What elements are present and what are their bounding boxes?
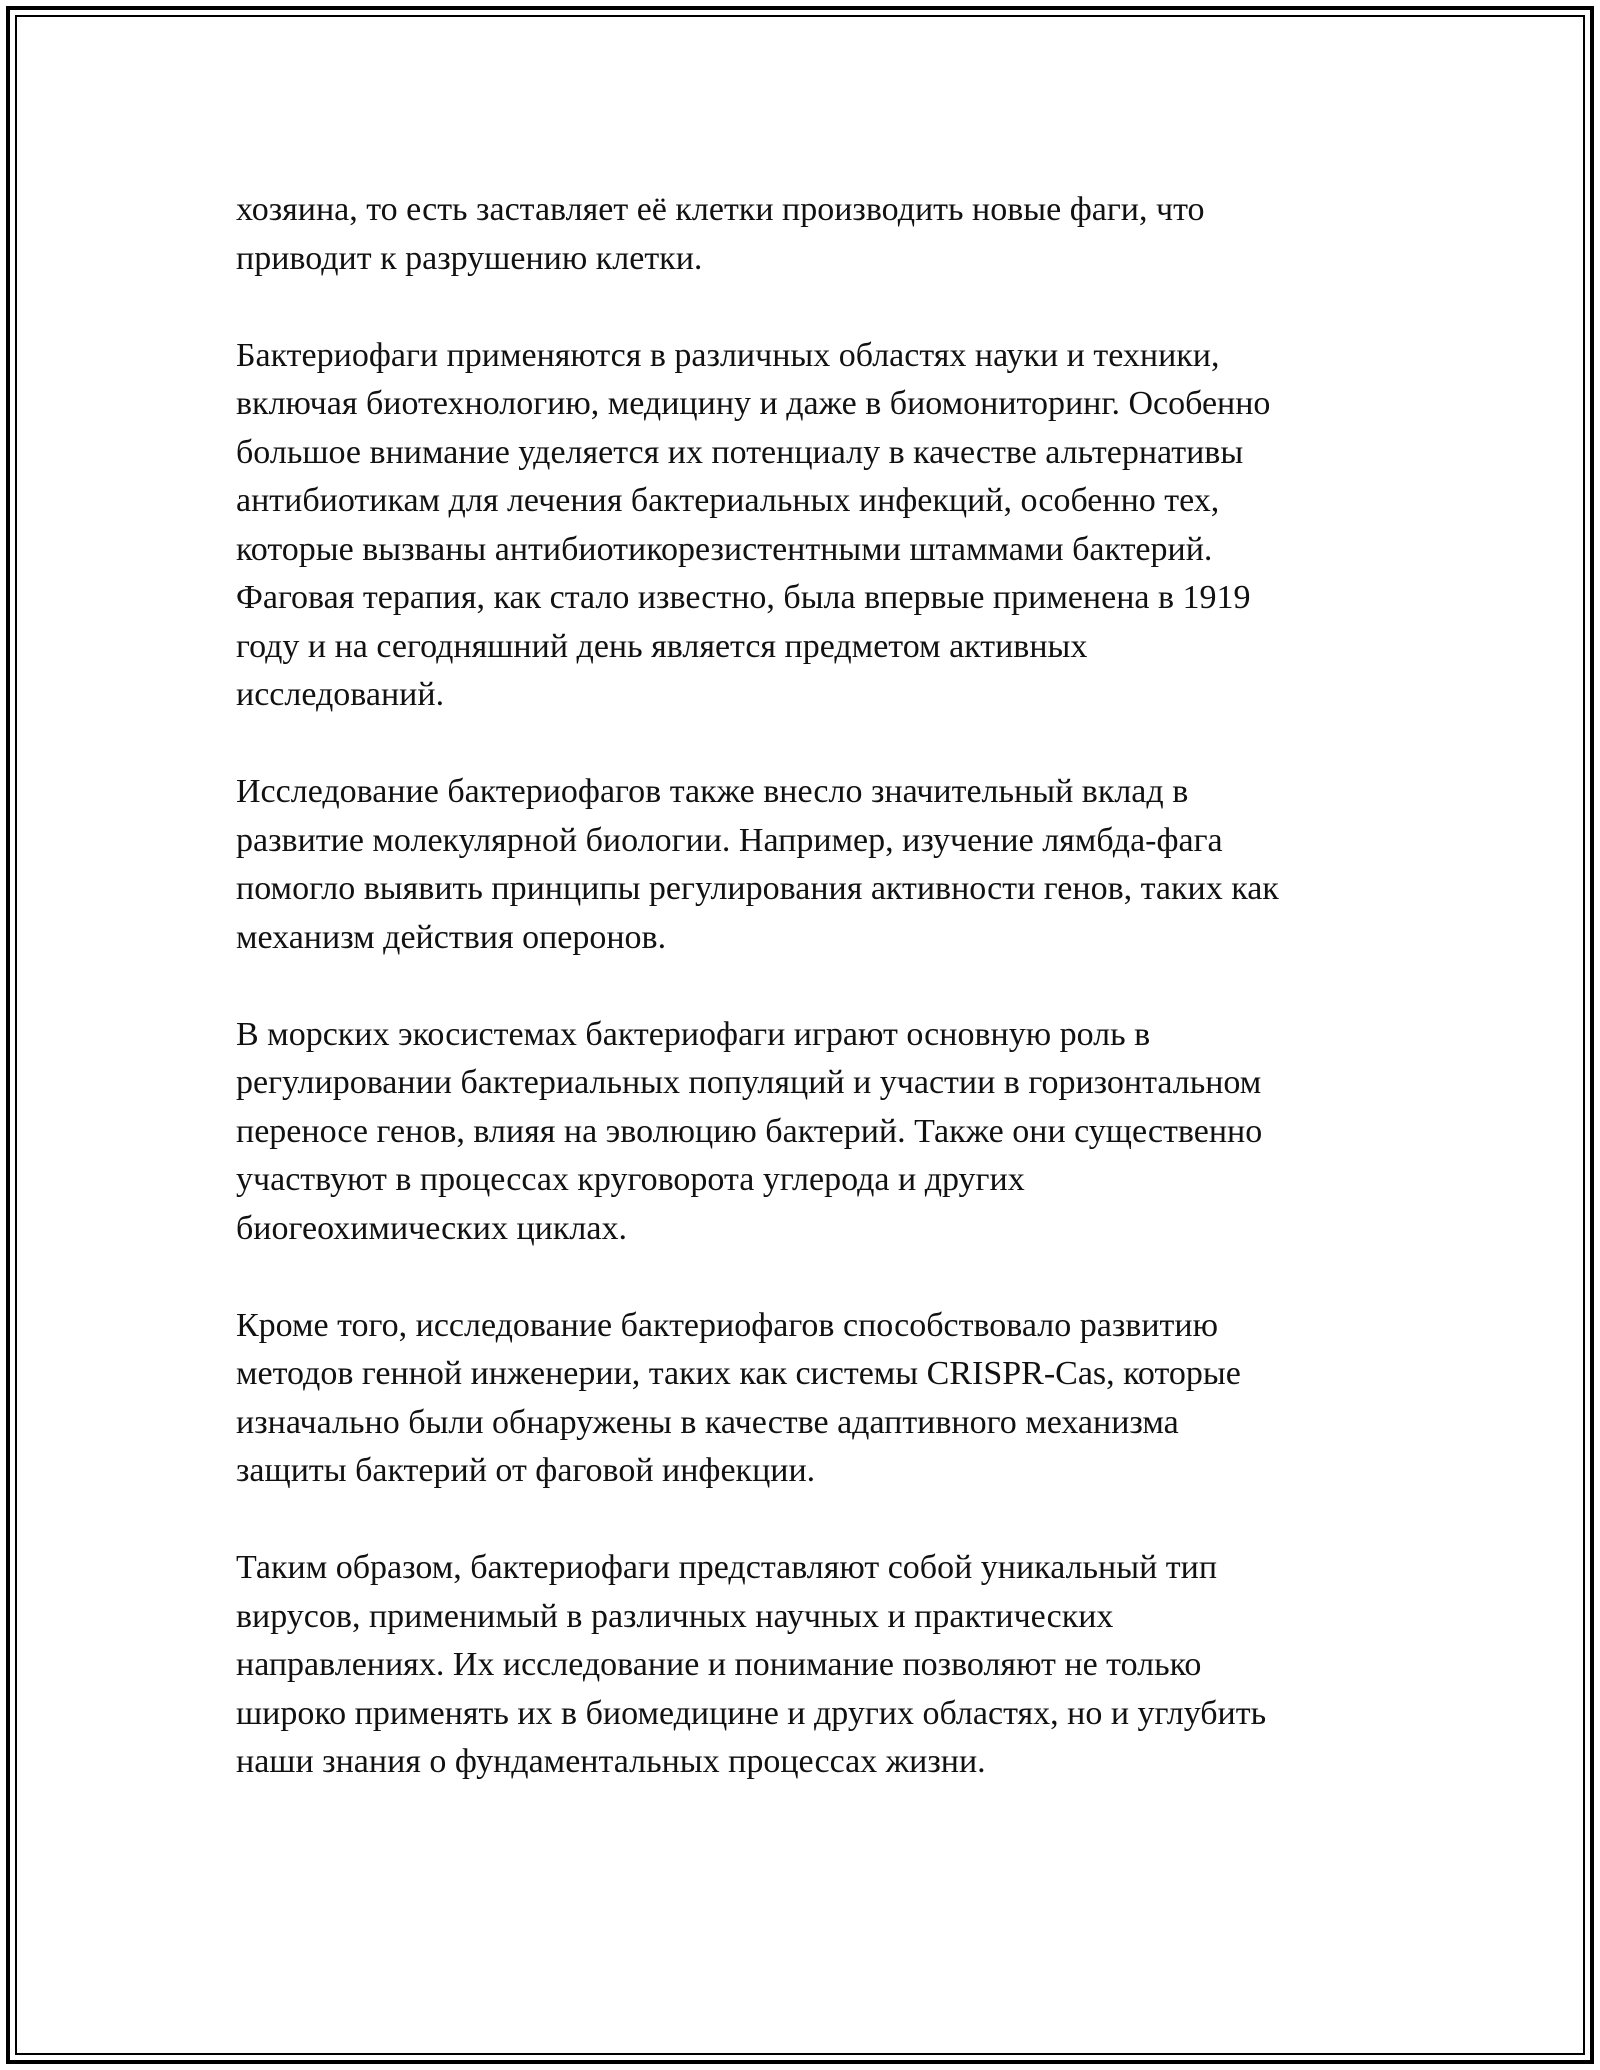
text-line: направлениях. Их исследование и понимание позволяют не только [236,1646,1202,1683]
text-line: механизм действия оперонов. [236,918,667,956]
document-body [236,186,1386,1835]
text-line: изначально были обнаружены в качестве адаптивного механизма [236,1403,1179,1441]
text-line: широко применять их в биомедицине и других областях, но и углубить [236,1694,1267,1732]
text-line: большое внимание уделяется их потенциалу в качестве альтернативы [236,433,1244,471]
text-line: Бактериофаги применяются в различных областях науки и техники, [236,336,1220,374]
text-line: переносе генов, влияя на эволюцию бактерий. Также они существенно [236,1112,1263,1150]
text-line: участвуют в процессах круговорота углерода и других [236,1161,1025,1198]
text-line: Исследование бактериофагов также внесло значительный вклад в [236,773,1189,810]
paragraph-6 [236,1544,1386,1787]
text-line: наши знания о фундаментальных процессах жизни. [236,1743,986,1780]
text-line: году и на сегодняшний день является предметом активных [236,627,1088,665]
text-line: которые вызваны антибиотикорезистентными штаммами бактерий. [236,530,1213,568]
text-line: Таким образом, бактериофаги представляют собой уникальный тип [236,1549,1218,1586]
paragraph-2 [236,332,1386,720]
text-line: регулировании бактериальных популяций и участии в горизонтальном [236,1064,1262,1101]
text-line: развитие молекулярной биологии. Например, изучение лямбда-фага [236,821,1223,859]
paragraph-5 [236,1302,1386,1496]
text-line: исследований. [236,676,445,713]
text-line: хозяина, то есть заставляет её клетки производить новые фаги, что [236,191,1205,228]
paragraph-3 [236,768,1386,962]
text-line: защиты бактерий от фаговой инфекции. [236,1452,816,1489]
text-line: Фаговая терапия, как стало известно, была впервые применена в 1919 [236,579,1251,616]
paragraph-4 [236,1011,1386,1254]
text-line: Кроме того, исследование бактериофагов способствовало развитию [236,1306,1218,1344]
text-line: биогеохимических циклах. [236,1209,627,1247]
text-line: приводит к разрушению клетки. [236,239,703,277]
text-line: В морских экосистемах бактериофаги играют основную роль в [236,1015,1151,1053]
text-line: включая биотехнологию, медицину и даже в биомониторинг. Особенно [236,385,1271,422]
text-line: антибиотикам для лечения бактериальных инфекций, особенно тех, [236,482,1220,519]
text-line: помогло выявить принципы регулирования активности генов, таких как [236,870,1279,907]
text-line: вирусов, применимый в различных научных и практических [236,1597,1114,1635]
paragraph-1 [236,186,1386,283]
text-line: методов генной инженерии, таких как системы CRISPR-Cas, которые [236,1355,1241,1392]
